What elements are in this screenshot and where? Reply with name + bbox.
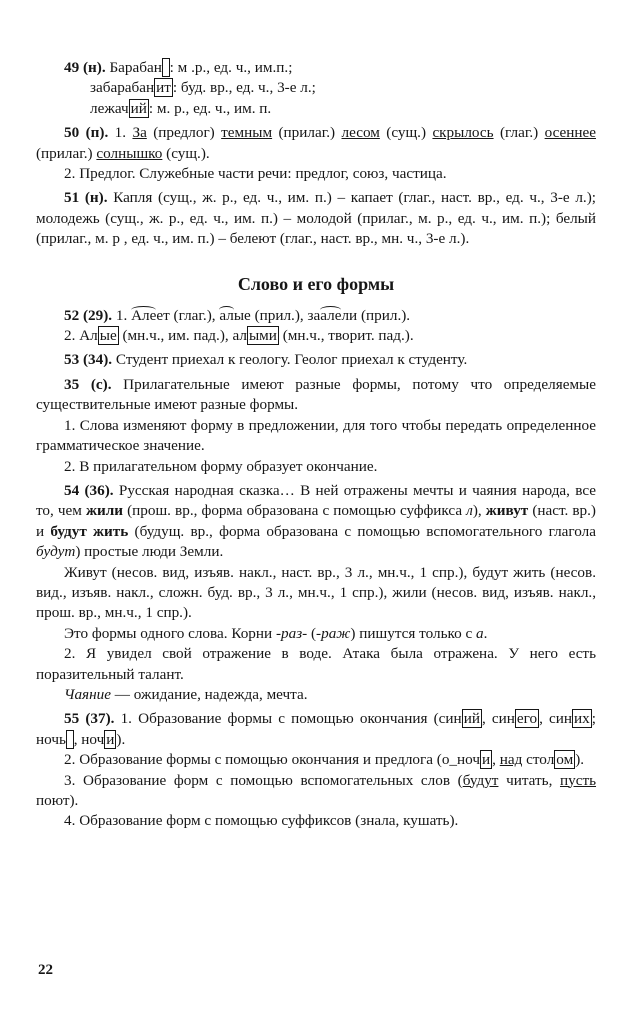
ending-box: ий <box>130 99 147 117</box>
ending-box: его <box>516 710 538 728</box>
exercise-number: 50 (п). <box>64 124 109 142</box>
exercise-52: 52 (29). 1. Алеет (глаг.), алые (прил.), заалели (прил.). <box>64 306 411 324</box>
exercise-number: 51 (н). <box>64 189 108 207</box>
ending-box: и <box>106 730 115 748</box>
exercise-54: 54 (36). Русская народная сказка… В ней отражены мечты и чаяния народа, все то, чем жили (прош. вр., форма образована с помощью суффикса л), живут (наст. вр.) и будут жить (будущ. вр., форма образована с помощью вспомогательного глагола будут) простые люди Земли. <box>36 481 596 561</box>
exercise-number: 52 (29). <box>64 306 113 324</box>
ending-box: их <box>574 710 590 728</box>
ending-box: ыми <box>248 327 277 345</box>
root-arc: але <box>320 306 342 324</box>
root-arc: Але <box>131 306 157 324</box>
exercise-number: 54 (36). <box>64 481 114 499</box>
exercise-35: 35 (с). Прилагательные имеют разные формы, потому что определяемые существительные имеют разные формы. <box>36 375 596 414</box>
ending-box: ит <box>156 79 171 97</box>
exercise-55-line4: 4. Образование форм с помощью суффиксов (знала, кушать). <box>64 812 459 830</box>
empty-ending-box <box>162 58 170 77</box>
exercise-54-p2: Живут (несов. вид, изъяв. накл., наст. вр., 3 л., мн.ч., 1 спр.), будут жить (несов. вид., изъяв. накл., сложн. буд. вр., 3 л., мн.ч., 1 спр.), жили (несов. вид, изъяв. накл., прош. вр., мн.ч., 1 спр.). <box>36 563 596 622</box>
exercise-55-line2: 2. Образование формы с помощью окончания и предлога (о_ноч и , над стол ом ). <box>64 751 585 769</box>
ending-box: и <box>481 751 491 769</box>
exercise-35-line1: 1. Слова изменяют форму в предложении, для того чтобы передать определенное грамматическое значение. <box>36 416 596 455</box>
ending-box: ом <box>556 751 574 769</box>
exercise-number: 35 (с). <box>64 375 112 393</box>
exercise-number: 53 (34). <box>64 351 113 369</box>
exercise-35-line2: 2. В прилагательном форму образует окончание. <box>64 457 378 475</box>
exercise-55-line3: 3. Образование форм с помощью вспомогательных слов (будут читать, пусть поют). <box>36 771 597 809</box>
exercise-number: 49 (н). <box>64 59 106 76</box>
exercise-49-line2: забарабан ит : буд. вр., ед. ч., 3-е л.; <box>90 79 316 97</box>
ending-box: ые <box>99 327 117 345</box>
ending-box: ий <box>463 710 480 728</box>
exercise-52-line2: 2. Ал ые (мн.ч., им. пад.), ал ыми (мн.ч., творит. пад.). <box>64 327 414 345</box>
exercise-50-line2: 2. Предлог. Служебные части речи: предлог, союз, частица. <box>64 165 447 183</box>
section-heading: Слово и его формы <box>237 273 395 294</box>
page-number: 22 <box>38 962 53 978</box>
exercise-53: 53 (34). Студент приехал к геологу. Геолог приехал к студенту. <box>64 351 468 369</box>
exercise-55: 55 (37). 1. Образование формы с помощью окончания (син ий , син его , син их ; ночь , ноч и ). <box>36 710 597 748</box>
exercise-54-p3: Это формы одного слова. Корни -раз- (-раж) пишутся только с а. <box>64 624 488 642</box>
exercise-54-p4: 2. Я увидел свой отражение в воде. Атака была отражена. У него есть поразительный талант. <box>36 645 596 683</box>
exercise-49-line3: лежач ий : м. р., ед. ч., им. п. <box>90 99 272 117</box>
exercise-49: 49 (н). Барабан : м .р., ед. ч., им.п.; <box>64 59 293 76</box>
exercise-54-p5: Чаяние — ожидание, надежда, мечта. <box>64 685 308 703</box>
root-arc: ал <box>219 306 234 324</box>
exercise-51: 51 (н). Капля (сущ., ж. р., ед. ч., им. п.) – капает (глаг., наст. вр., ед. ч., 3-е л.); молодежь (сущ., ж. р., ед. ч., им. п.) – молодой (прилаг., м. р., ед. ч., им. п.); белый (прилаг., м. р , ед. ч., им. п.) – белеют (глаг., наст. вр., мн. ч., 3-е л.). <box>36 189 596 248</box>
exercise-50: 50 (п). 1. За (предлог) темным (прилаг.) лесом (сущ.) скрылось (глаг.) осеннее (прилаг.) солнышко (сущ.). <box>36 124 596 162</box>
empty-ending-box <box>66 730 74 749</box>
exercise-number: 55 (37). <box>64 710 115 728</box>
